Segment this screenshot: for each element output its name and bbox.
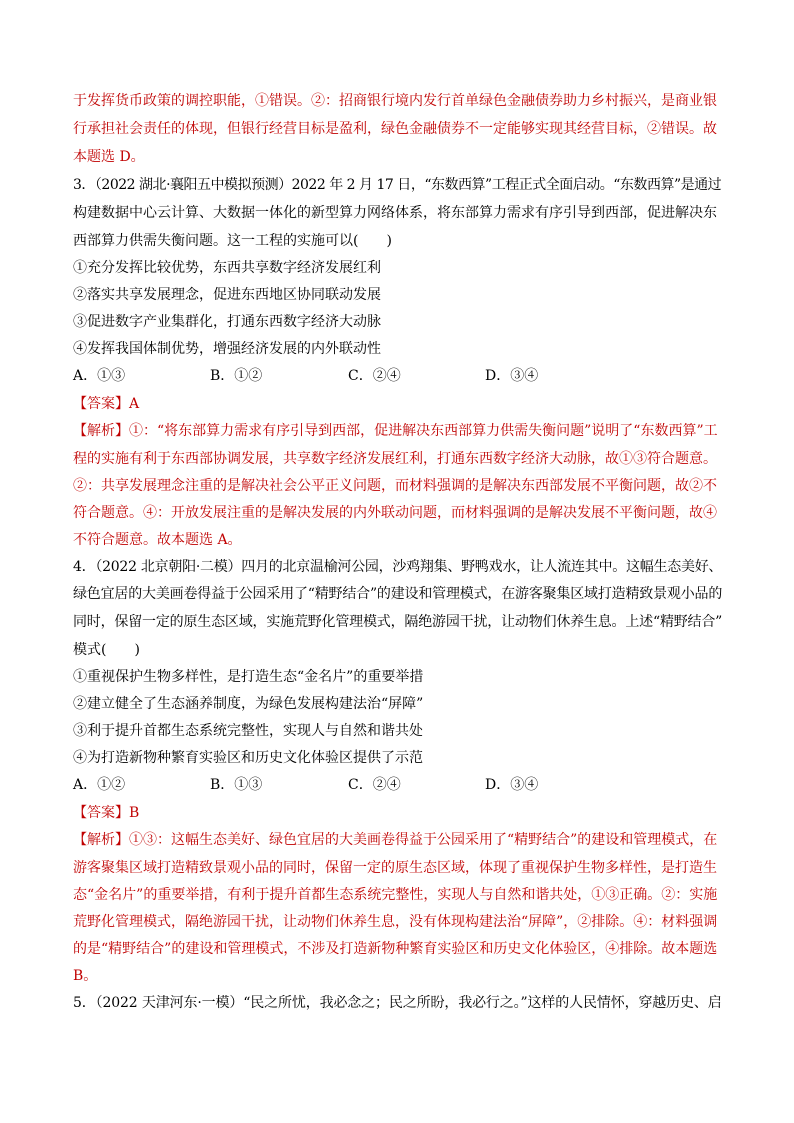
q4-explanation-line: 的是“精野结合”的建设和管理模式，不涉及打造新物种繁育实验区和历史文化体验区，④排除。故本题选 <box>73 941 718 957</box>
q3-option-d: D．③④ <box>485 368 539 384</box>
q3-stem-line: 构建数据中心云计算、大数据一体化的新型算力网络体系，将东部算力需求有序引导到西部，促进解决东 <box>73 205 717 221</box>
q4-explanation-line: 态“金名片”的重要举措，有利于提升首都生态系统完整性，实现人与自然和谐共处，①③正确。②：实施 <box>73 887 718 903</box>
q5-stem-line: 5．（2022 天津河东·一模）“民之所忧，我必念之；民之所盼，我必行之。”这样的人民情怀，穿越历史、启 <box>73 995 722 1011</box>
q3-option-a: A．①③ <box>73 368 126 384</box>
q3-item-3: ③促进数字产业集群化，打通东西数字经济大动脉 <box>73 314 381 330</box>
q4-option-a: A．①② <box>73 777 126 793</box>
q3-item-4: ④发挥我国体制优势，增强经济发展的内外联动性 <box>73 341 381 357</box>
q3-stem-line: 西部算力供需失衡问题。这一工程的实施可以( ) <box>73 233 392 249</box>
q4-item-1: ①重视保护生物多样性，是打造生态“金名片”的重要举措 <box>73 669 424 685</box>
q3-option-c: C．②④ <box>348 368 401 384</box>
q4-stem-line: 同时，保留一定的原生态区域，实施荒野化管理模式，隔绝游园干扰，让动物们休养生息。上述“精野结合” <box>73 614 723 630</box>
q4-stem-line: 模式( ) <box>73 642 140 658</box>
q4-option-c: C．②④ <box>348 777 401 793</box>
q4-option-d: D．③④ <box>485 777 539 793</box>
q4-item-3: ③利于提升首都生态系统完整性，实现人与自然和谐共处 <box>73 723 423 739</box>
q4-item-2: ②建立健全了生态涵养制度，为绿色发展构建法治“屏障” <box>73 696 424 712</box>
q4-stem-line: 4．（2022 北京朝阳·二模）四月的北京温榆河公园，沙鸡翔集、野鸭戏水，让人流连其中。这幅生态美好、 <box>73 559 723 575</box>
q4-explanation-line: 【解析】①③：这幅生态美好、绿色宜居的大美画卷得益于公园采用了“精野结合”的建设和管理模式，在 <box>73 832 718 848</box>
q3-item-2: ②落实共享发展理念，促进东西地区协同联动发展 <box>73 287 381 303</box>
q4-option-b: B．①③ <box>210 777 263 793</box>
prev-explanation-line: 本题选 D。 <box>73 149 145 165</box>
q3-item-1: ①充分发挥比较优势，东西共享数字经济发展红利 <box>73 260 381 276</box>
q3-explanation-line: ②：共享发展理念注重的是解决社会公平正义问题，而材料强调的是解决东西部发展不平衡问题，故②不 <box>73 478 717 494</box>
q3-answer: 【答案】A <box>73 396 140 412</box>
prev-explanation-line: 于发挥货币政策的调控职能，①错误。②：招商银行境内发行首单绿色金融债券助力乡村振兴，是商业银 <box>73 93 717 109</box>
q4-item-4: ④为打造新物种繁育实验区和历史文化体验区提供了示范 <box>73 750 423 766</box>
q4-explanation-line: 荒野化管理模式，隔绝游园干扰，让动物们休养生息，没有体现构建法治“屏障”，②排除。④：材料强调 <box>73 914 718 930</box>
q3-option-b: B．①② <box>210 368 263 384</box>
q4-answer: 【答案】B <box>73 805 140 821</box>
prev-explanation-line: 行承担社会责任的体现，但银行经营目标是盈利，绿色金融债券不一定能够实现其经营目标，②错误。故 <box>73 121 717 137</box>
q3-explanation-line: 【解析】①：“将东部算力需求有序引导到西部，促进解决东西部算力供需失衡问题”说明了“东数西算”工 <box>73 423 718 439</box>
q3-stem-line: 3．（2022 湖北·襄阳五中模拟预测）2022 年 2 月 17 日，“东数西算”工程正式全面启动。“东数西算”是通过 <box>73 177 722 193</box>
q3-explanation-line: 不符合题意。故本题选 A。 <box>73 532 242 548</box>
q4-explanation-line: B。 <box>73 968 98 984</box>
q3-explanation-line: 符合题意。④：开放发展注重的是解决发展的内外联动问题，而材料强调的是解决发展不平衡问题，故④ <box>73 505 717 521</box>
q4-stem-line: 绿色宜居的大美画卷得益于公园采用了“精野结合”的建设和管理模式，在游客聚集区域打造精致景观小品的 <box>73 586 723 602</box>
q4-explanation-line: 游客聚集区域打造精致景观小品的同时，保留一定的原生态区域，体现了重视保护生物多样性，是打造生 <box>73 860 717 876</box>
q3-explanation-line: 程的实施有利于东西部协调发展，共享数字经济发展红利，打通东西数字经济大动脉，故①③符合题意。 <box>73 451 717 467</box>
